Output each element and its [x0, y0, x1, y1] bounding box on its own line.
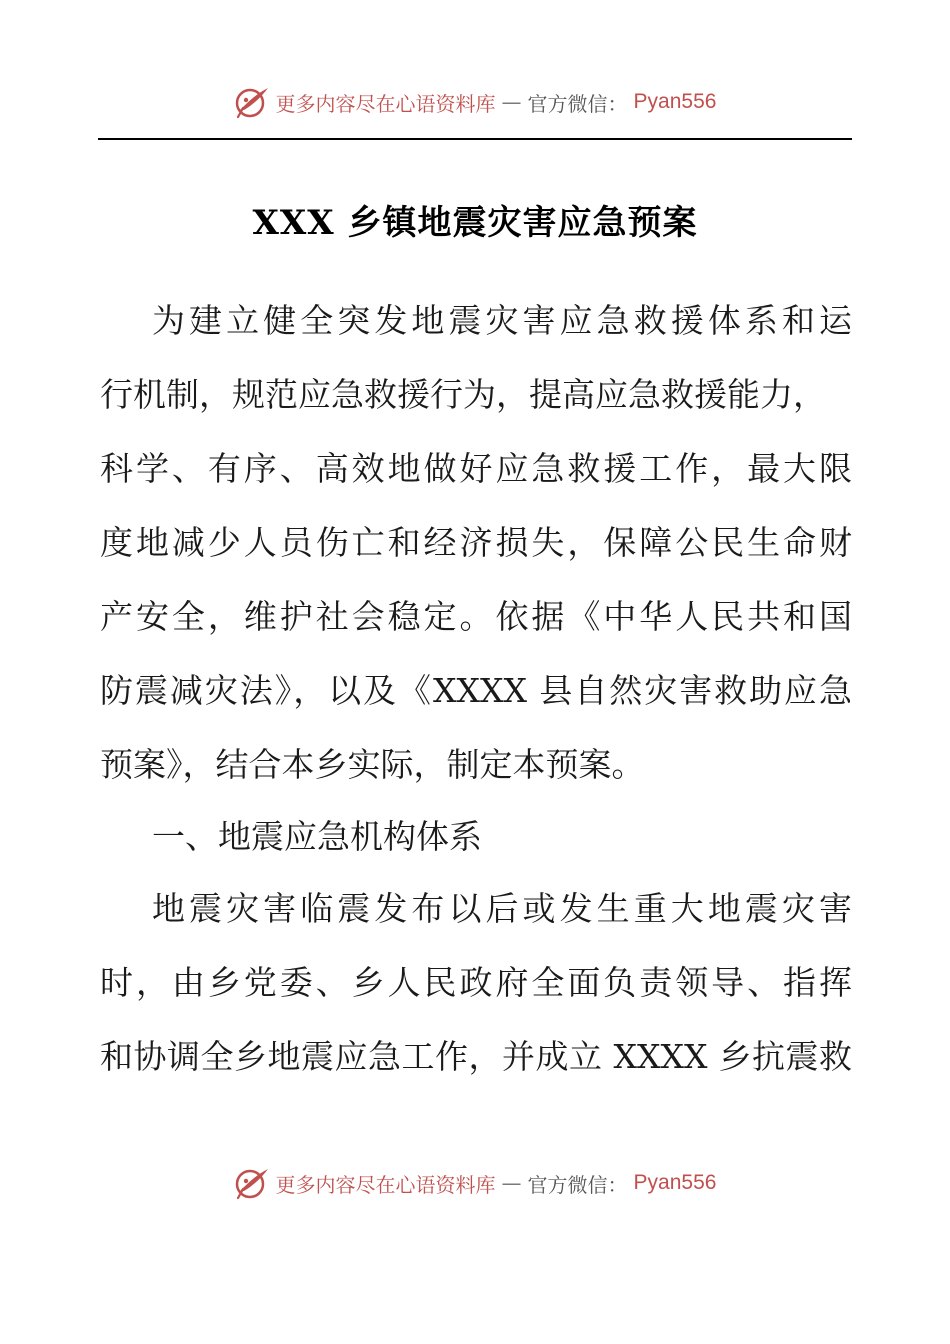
feather-quill-logo-icon: [234, 84, 270, 120]
banner-wechat-label: 官方微信：: [527, 1172, 628, 1197]
banner-wechat-label: 官方微信：: [527, 91, 628, 116]
paragraph-line: 防震减灾法》，以及《XXXX 县自然灾害救助应急: [100, 671, 852, 710]
paragraph-line: 度地减少人员伤亡和经济损失，保障公民生命财: [100, 523, 852, 562]
paragraph-line: 行机制，规范应急救援行为，提高应急救援能力，: [100, 375, 826, 414]
header-divider: [98, 138, 852, 140]
paragraph-line: 和协调全乡地震应急工作，并成立 XXXX 乡抗震救: [100, 1037, 852, 1076]
paragraph-line: 科学、有序、高效地做好应急救援工作，最大限: [100, 449, 852, 488]
paragraph-line: 预案》，结合本乡实际，制定本预案。: [100, 745, 645, 784]
header-banner: [0, 82, 950, 122]
banner-wechat-id: Pyan556: [633, 90, 717, 113]
banner-wechat-id: Pyan556: [633, 1171, 717, 1194]
feather-quill-logo-icon: [234, 1165, 270, 1201]
document-title: XXX 乡镇地震灾害应急预案: [252, 203, 698, 243]
banner-dash: —: [501, 1171, 522, 1195]
banner-text: 更多内容尽在心语资料库: [275, 91, 496, 116]
banner-text: 更多内容尽在心语资料库: [275, 1172, 496, 1197]
section-heading: 一、地震应急机构体系: [152, 817, 482, 856]
paragraph-line: 时，由乡党委、乡人民政府全面负责领导、指挥: [100, 963, 852, 1002]
paragraph-line: 地震灾害临震发布以后或发生重大地震灾害: [152, 889, 852, 928]
paragraph-line: 产安全，维护社会稳定。依据《中华人民共和国: [100, 597, 852, 636]
paragraph-line: 为建立健全突发地震灾害应急救援体系和运: [152, 301, 852, 340]
footer-banner: [0, 1163, 950, 1203]
banner-dash: —: [501, 90, 522, 114]
